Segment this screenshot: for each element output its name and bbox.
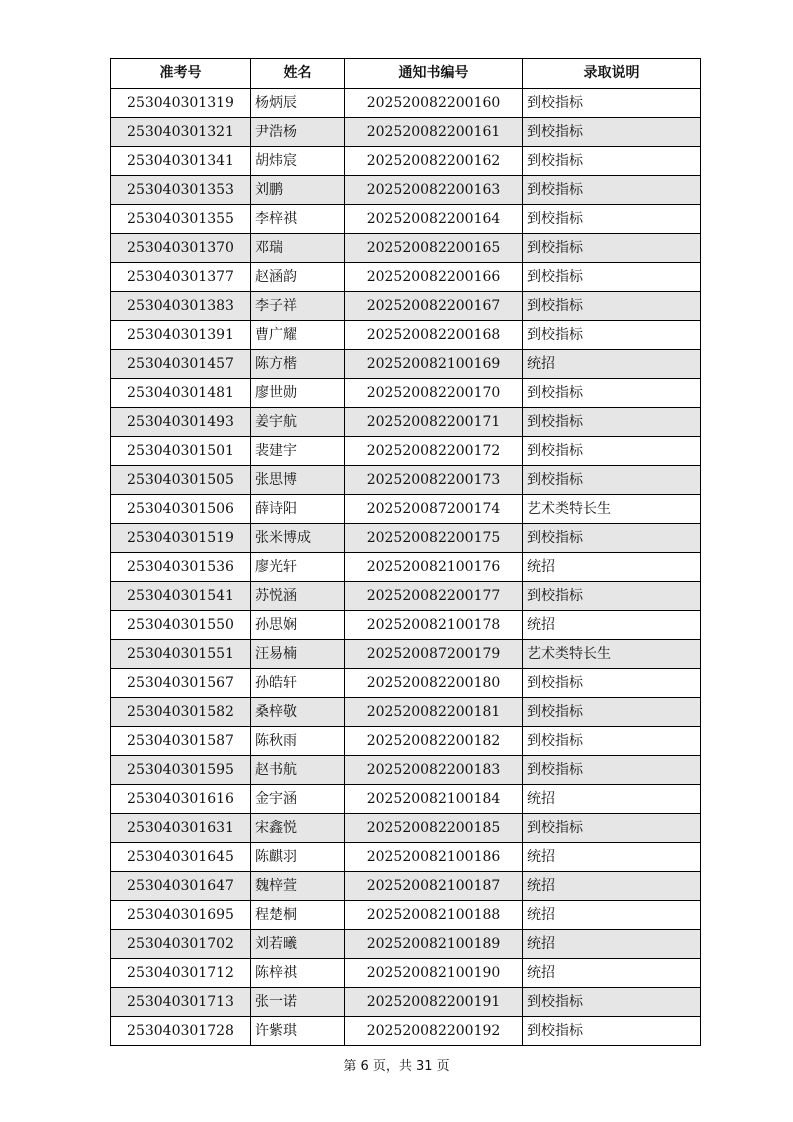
admission-note-cell: 到校指标: [523, 147, 701, 176]
name-cell: 苏悦涵: [251, 582, 345, 611]
notice-number-cell: 202520082200181: [345, 698, 523, 727]
notice-number-cell: 202520082200166: [345, 263, 523, 292]
exam-number-cell: 253040301595: [111, 756, 251, 785]
exam-number-cell: 253040301702: [111, 930, 251, 959]
table-row: [111, 756, 701, 785]
table-row: [111, 959, 701, 988]
admission-note-cell: 统招: [523, 553, 701, 582]
name-cell: 廖世勋: [251, 379, 345, 408]
name-cell: 陈方楷: [251, 350, 345, 379]
table-row: [111, 1017, 701, 1046]
notice-number-cell: 202520082200177: [345, 582, 523, 611]
notice-number-cell: 202520082200165: [345, 234, 523, 263]
admission-note-cell: 到校指标: [523, 234, 701, 263]
name-cell: 程楚桐: [251, 901, 345, 930]
table-row: [111, 901, 701, 930]
exam-number-cell: 253040301319: [111, 89, 251, 118]
table-row: [111, 118, 701, 147]
admission-note-cell: 到校指标: [523, 1017, 701, 1046]
table-row: [111, 466, 701, 495]
exam-number-cell: 253040301519: [111, 524, 251, 553]
page-footer: 第 6 页，共 31 页: [343, 1059, 450, 1074]
exam-number-cell: 253040301493: [111, 408, 251, 437]
name-cell: 陈麒羽: [251, 843, 345, 872]
table-row: [111, 988, 701, 1017]
table-row: [111, 930, 701, 959]
notice-number-cell: 202520082200168: [345, 321, 523, 350]
notice-number-cell: 202520082200160: [345, 89, 523, 118]
admission-note-cell: 到校指标: [523, 524, 701, 553]
table-row: [111, 321, 701, 350]
table-row: [111, 553, 701, 582]
exam-number-cell: 253040301341: [111, 147, 251, 176]
name-cell: 张一诺: [251, 988, 345, 1017]
table-row: [111, 408, 701, 437]
admission-note-cell: 到校指标: [523, 292, 701, 321]
name-cell: 刘鹏: [251, 176, 345, 205]
table-row: [111, 872, 701, 901]
header-name: 姓名: [251, 59, 345, 89]
exam-number-cell: 253040301695: [111, 901, 251, 930]
table-row: [111, 698, 701, 727]
admission-note-cell: 到校指标: [523, 89, 701, 118]
admission-note-cell: 到校指标: [523, 756, 701, 785]
name-cell: 杨炳辰: [251, 89, 345, 118]
exam-number-cell: 253040301501: [111, 437, 251, 466]
name-cell: 赵书航: [251, 756, 345, 785]
name-cell: 汪易楠: [251, 640, 345, 669]
exam-number-cell: 253040301391: [111, 321, 251, 350]
exam-number-cell: 253040301712: [111, 959, 251, 988]
name-cell: 廖光轩: [251, 553, 345, 582]
name-cell: 曹广耀: [251, 321, 345, 350]
notice-number-cell: 202520082100187: [345, 872, 523, 901]
admission-list: [110, 58, 700, 1046]
notice-number-cell: 202520082200173: [345, 466, 523, 495]
exam-number-cell: 253040301536: [111, 553, 251, 582]
name-cell: 张米博成: [251, 524, 345, 553]
admission-note-cell: 到校指标: [523, 582, 701, 611]
name-cell: 张思博: [251, 466, 345, 495]
notice-number-cell: 202520082100178: [345, 611, 523, 640]
name-cell: 孙皓轩: [251, 669, 345, 698]
exam-number-cell: 253040301582: [111, 698, 251, 727]
header-admission-note: 录取说明: [523, 59, 701, 89]
exam-number-cell: 253040301550: [111, 611, 251, 640]
table-body: [111, 89, 701, 1046]
exam-number-cell: 253040301383: [111, 292, 251, 321]
admission-note-cell: 统招: [523, 785, 701, 814]
exam-number-cell: 253040301321: [111, 118, 251, 147]
notice-number-cell: 202520082100176: [345, 553, 523, 582]
exam-number-cell: 253040301587: [111, 727, 251, 756]
name-cell: 许紫琪: [251, 1017, 345, 1046]
notice-number-cell: 202520082200172: [345, 437, 523, 466]
notice-number-cell: 202520082200164: [345, 205, 523, 234]
admission-note-cell: 到校指标: [523, 814, 701, 843]
table-row: [111, 640, 701, 669]
table-row: [111, 263, 701, 292]
notice-number-cell: 202520082200191: [345, 988, 523, 1017]
exam-number-cell: 253040301506: [111, 495, 251, 524]
exam-number-cell: 253040301616: [111, 785, 251, 814]
table-row: [111, 843, 701, 872]
exam-number-cell: 253040301355: [111, 205, 251, 234]
table-row: [111, 350, 701, 379]
table-row: [111, 814, 701, 843]
name-cell: 裴建宇: [251, 437, 345, 466]
table-row: [111, 524, 701, 553]
name-cell: 桑梓敬: [251, 698, 345, 727]
exam-number-cell: 253040301541: [111, 582, 251, 611]
admission-note-cell: 到校指标: [523, 205, 701, 234]
admission-note-cell: 到校指标: [523, 437, 701, 466]
exam-number-cell: 253040301370: [111, 234, 251, 263]
name-cell: 魏梓萱: [251, 872, 345, 901]
notice-number-cell: 202520082100189: [345, 930, 523, 959]
exam-number-cell: 253040301481: [111, 379, 251, 408]
table-row: [111, 437, 701, 466]
name-cell: 姜宇航: [251, 408, 345, 437]
table-row: [111, 379, 701, 408]
admission-note-cell: 艺术类特长生: [523, 640, 701, 669]
notice-number-cell: 202520082200163: [345, 176, 523, 205]
notice-number-cell: 202520082100184: [345, 785, 523, 814]
notice-number-cell: 202520087200179: [345, 640, 523, 669]
name-cell: 陈梓祺: [251, 959, 345, 988]
table-row: [111, 292, 701, 321]
table-row: [111, 495, 701, 524]
table-row: [111, 234, 701, 263]
notice-number-cell: 202520082100190: [345, 959, 523, 988]
exam-number-cell: 253040301713: [111, 988, 251, 1017]
name-cell: 胡炜宸: [251, 147, 345, 176]
notice-number-cell: 202520082100188: [345, 901, 523, 930]
exam-number-cell: 253040301645: [111, 843, 251, 872]
admission-note-cell: 到校指标: [523, 988, 701, 1017]
name-cell: 陈秋雨: [251, 727, 345, 756]
admission-note-cell: 统招: [523, 611, 701, 640]
header-notice-number: 通知书编号: [345, 59, 523, 89]
name-cell: 李子祥: [251, 292, 345, 321]
name-cell: 赵涵韵: [251, 263, 345, 292]
exam-number-cell: 253040301505: [111, 466, 251, 495]
table-row: [111, 176, 701, 205]
table-row: [111, 611, 701, 640]
name-cell: 金宇涵: [251, 785, 345, 814]
table-row: [111, 785, 701, 814]
name-cell: 宋鑫悦: [251, 814, 345, 843]
admission-note-cell: 到校指标: [523, 408, 701, 437]
admission-note-cell: 到校指标: [523, 669, 701, 698]
exam-number-cell: 253040301377: [111, 263, 251, 292]
admission-note-cell: 统招: [523, 959, 701, 988]
notice-number-cell: 202520082200161: [345, 118, 523, 147]
name-cell: 邓瑞: [251, 234, 345, 263]
notice-number-cell: 202520082200175: [345, 524, 523, 553]
notice-number-cell: 202520082100186: [345, 843, 523, 872]
admission-note-cell: 统招: [523, 843, 701, 872]
exam-number-cell: 253040301647: [111, 872, 251, 901]
name-cell: 尹浩杨: [251, 118, 345, 147]
admission-note-cell: 到校指标: [523, 118, 701, 147]
notice-number-cell: 202520082100169: [345, 350, 523, 379]
table-row: [111, 205, 701, 234]
admission-note-cell: 到校指标: [523, 176, 701, 205]
notice-number-cell: 202520082200180: [345, 669, 523, 698]
exam-number-cell: 253040301353: [111, 176, 251, 205]
exam-number-cell: 253040301457: [111, 350, 251, 379]
table-header-row: [111, 59, 701, 89]
notice-number-cell: 202520082200182: [345, 727, 523, 756]
admission-note-cell: 到校指标: [523, 379, 701, 408]
admission-note-cell: 到校指标: [523, 321, 701, 350]
notice-number-cell: 202520082200183: [345, 756, 523, 785]
notice-number-cell: 202520082200162: [345, 147, 523, 176]
admission-note-cell: 到校指标: [523, 698, 701, 727]
admission-note-cell: 统招: [523, 350, 701, 379]
exam-number-cell: 253040301728: [111, 1017, 251, 1046]
notice-number-cell: 202520082200170: [345, 379, 523, 408]
admission-note-cell: 统招: [523, 901, 701, 930]
name-cell: 刘若曦: [251, 930, 345, 959]
admission-note-cell: 到校指标: [523, 466, 701, 495]
table-row: [111, 89, 701, 118]
admission-note-cell: 统招: [523, 872, 701, 901]
table-row: [111, 582, 701, 611]
notice-number-cell: 202520082200192: [345, 1017, 523, 1046]
admission-note-cell: 到校指标: [523, 727, 701, 756]
admission-note-cell: 到校指标: [523, 263, 701, 292]
exam-number-cell: 253040301631: [111, 814, 251, 843]
exam-number-cell: 253040301551: [111, 640, 251, 669]
table-row: [111, 669, 701, 698]
header-exam-number: 准考号: [111, 59, 251, 89]
notice-number-cell: 202520082200185: [345, 814, 523, 843]
notice-number-cell: 202520082200167: [345, 292, 523, 321]
table-row: [111, 727, 701, 756]
admission-note-cell: 艺术类特长生: [523, 495, 701, 524]
exam-number-cell: 253040301567: [111, 669, 251, 698]
notice-number-cell: 202520087200174: [345, 495, 523, 524]
admission-table: [110, 58, 701, 1046]
admission-note-cell: 统招: [523, 930, 701, 959]
table-row: [111, 147, 701, 176]
name-cell: 薛诗阳: [251, 495, 345, 524]
notice-number-cell: 202520082200171: [345, 408, 523, 437]
name-cell: 李梓祺: [251, 205, 345, 234]
name-cell: 孙思娴: [251, 611, 345, 640]
